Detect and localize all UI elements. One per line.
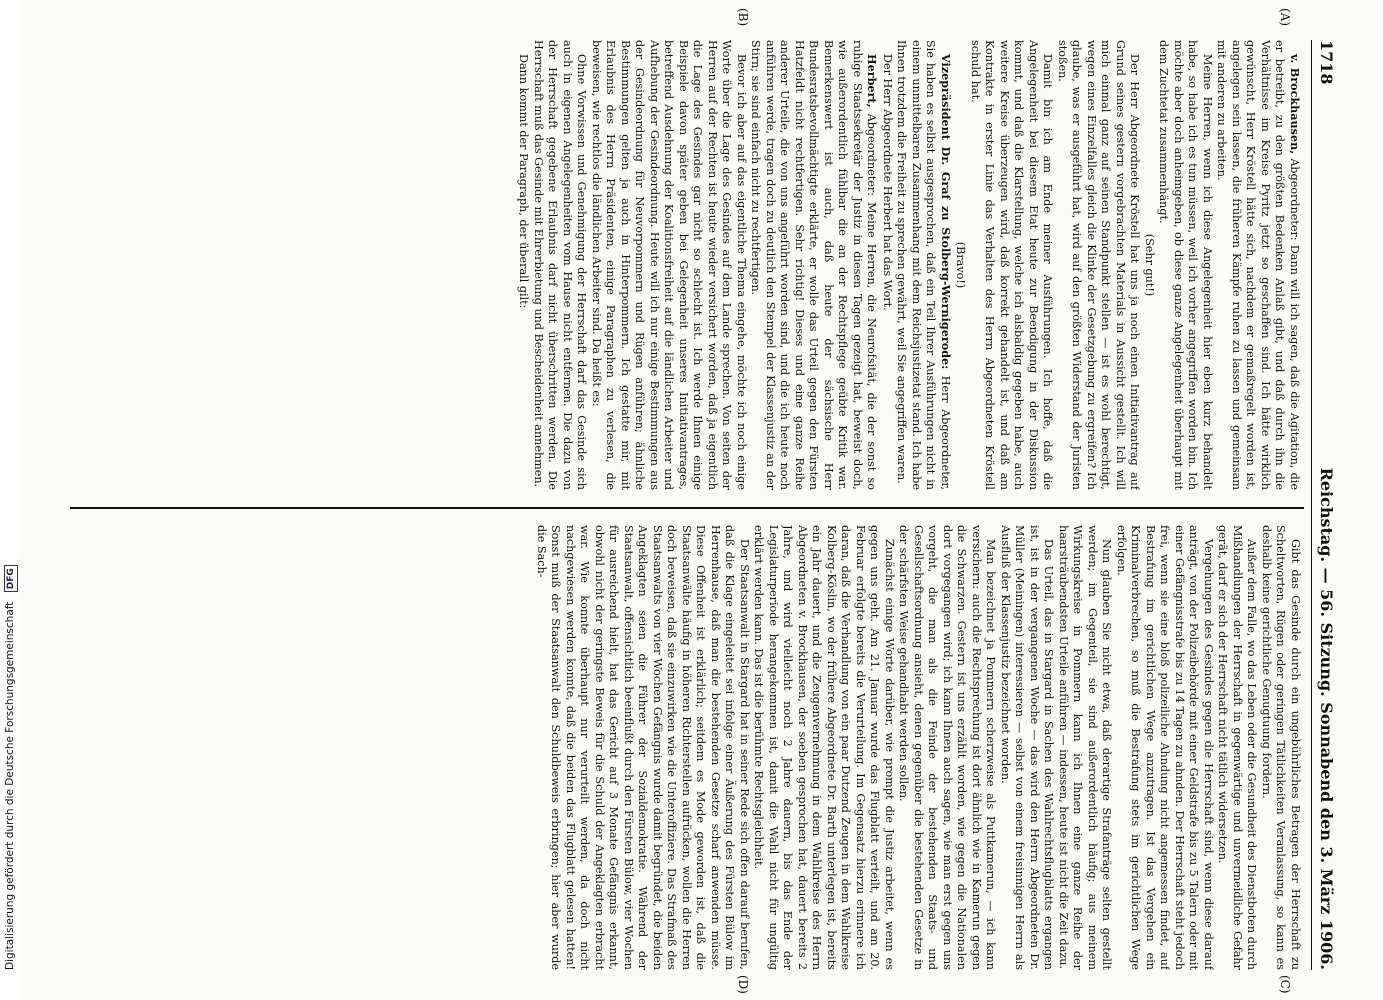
paragraph-text: Damit bin ich am Ende meiner Ausführungen. Ich hoffe, daß die Angelegenheit bei diesem Etat heute zur Beendigung in der Diskussion kommt, und daß die Klarstellung, welche ich alsbaldig gegeben habe, auch weitere Kreise überzeugen wird, daß korrekt gehandelt ist, und daß am Kontrakte in erster Linie das Verhalten des Herrn Abgeordneten Kröstell schuld hat. — [969, 40, 1055, 490]
paragraph — [1215, 525, 1259, 970]
margin-mark-a: (A) — [1278, 8, 1292, 27]
paragraph-text: Zunächst einige Worte darüber, wie prompt die Justiz arbeitet, wenn es gegen uns geht. Am 21. Januar wurde das Flugblatt verteilt, und am 20. Februar erfolgte bereits die Verurteilung. Im Gegensatz hierzu erinnere ich daran, daß die Verhandlung von ein paar Dutzend Zeugen in dem Wahlkreise Kolberg-Köslin, wo der frühere Abgeordnete Dr. Barth unterlegen ist, bereits ein Jahr dauert, und die Zeugenvernehmung in dem Wahlkreise des Herrn Abgeordneten v. Brockhausen, der soeben gesprochen hat, dauert bereits 2 Jahre, und wird vielleicht noch 2 Jahre dauern, bis das Ende der Legislaturperiode herangekommen ist, damit die Wahl nicht für ungültig erklärt werden kann. Das ist die berühmte Rechtsgleichheit. — [752, 525, 896, 970]
paragraph — [1214, 40, 1302, 490]
dfg-logo: DFG — [4, 565, 18, 592]
paragraph — [1156, 40, 1214, 490]
paragraph-text: Herr Abgeordneter, Sie haben es selbst ausgesprochen, daß ein Teil Ihrer Ausführungen nicht in einem unmittelbaren Zusammenhang mit dem Reichsjustizetat stand. Ich habe Ihnen trotzdem die Freiheit zu sprechen gewährt, weil Sie angegriffen waren. — [895, 40, 952, 490]
column-divider — [70, 507, 1304, 509]
margin-mark-b: (B) — [736, 8, 750, 27]
paragraph-text: Nun glauben Sie nicht etwa, daß derartige Strafanträge selten gestellt werden; im Gegenteil, sie sind außerordentlich häufig; aus meinem Wirkungskreise in Pommern kann ich Ihnen eine ganze Reihe der haarsträubendsten Urteile anführen — indessen, heute ist nicht die Zeit dazu. — [1057, 525, 1114, 970]
interjection: (Sehr gut!) — [1143, 233, 1156, 297]
paragraph-text: Der Staatsanwalt in Stargard hat in seiner Rede sich offen darauf berufen, daß die Klage eingeleitet sei infolge einer Äußerung des Fürsten Bülow im Herrenhause, daß man die bestehenden Gesetze scharf anwenden müsse. Diese Offenheit ist erklärlich; seitdem es Mode geworden ist, daß die Staatsanwälte häufig in höheren Richterstellen aufrücken, wollen die Herren doch beweisen, daß sie einzuwirken wie die Unteroffiziere. Das Strafmaß des Staatsanwalts von vier Wochen Gefängnis wurde damit begründet, die beiden Angeklagten seien die Führer der Sozialdemokratie. Während der Staatsanwalt, offensichtlich beeinflußt durch den Fürsten Bülow, vier Wochen für ausreichend hielt, hat das Gericht auf 3 Monate Gefängnis erkannt, obwohl nicht der geringste Beweis für die Schuld der Angeklagten erbracht war. Wie konnte überhaupt nur verurteilt werden, da doch nicht nachgewiesen werden konnte, daß die beiden das Flugblatt gelesen hatten! Sonst muß der Staatsanwalt den Schuldbeweis erbringen; hier aber wurde die Sach- — [535, 525, 751, 970]
speaker-name: v. Brockhausen, — [1288, 54, 1302, 155]
paragraph-text: Man bezeichnet ja Pommern scherzweise als Puttkamerun, — ich kann versichern: auch die Rechtsprechung ist dort ähnlich wie in Kamerun gegen die Schwarzen. Gestern ist uns erzählt worden, wie gegen die Nationalen dort vorgegangen wird; ich kann Ihnen auch sagen, wie man erst gegen uns vorgeht, die man als die Feinde der bestehenden Staats- und Gesellschaftsordnung ansieht, denen gegenüber die bestehenden Gesetze in der schärfsten Weise gehandhabt werden sollen. — [897, 525, 998, 970]
right-text-column — [80, 525, 1302, 970]
paragraph-text: Meine Herren, wenn ich diese Angelegenheit hier eben kurz behandelt habe, so habe ich es tun müssen, weil ich vorher angegriffen worden bin. Ich möchte aber doch anheimgeben, ob diese ganze Angelegenheit überhaupt mit dem Zuchtetat zusammenhängt. — [1157, 40, 1214, 490]
paragraph — [516, 40, 531, 490]
digitization-sidebar — [0, 0, 20, 1000]
paragraph — [589, 40, 749, 490]
speaker-name: Vizepräsident Dr. Graf zu Stolberg-Wernigerode: — [939, 54, 953, 370]
paragraph-text: Der Herr Abgeordnete Kröstell hat uns ja noch einen Initiativantrag auf Grund seines gestern vorgebrachten Materials in Aussicht gestellt. Ich will mich einmal ganz auf seinen Standpunkt stellen — ist es wohl berechtigt, wegen eines Einzelfalles gleich die Klinke der Gesetzgebung zu ergreifen? Ich glaube, was er ausgeführt hat, wird auf den größten Widerstand der Juristen stoßen. — [1056, 40, 1142, 490]
sidebar-credit — [0, 0, 20, 1000]
speaker-name: Herbert, — [865, 54, 880, 108]
paragraph — [1055, 40, 1142, 490]
scanned-page — [20, 0, 1383, 1000]
paragraph-text: Dann kommt der Paragraph, der überall gilt: — [517, 54, 531, 309]
paragraph — [998, 525, 1056, 970]
paragraph — [1056, 525, 1114, 970]
paragraph-text: Bevor ich aber auf das eigentliche Thema eingehe, möchte ich noch einige Worte über die Lage des Gesindes auf dem Lande sprechen. Von seiten der Herren auf der Rechten ist heute wieder versichert worden, daß ja eigentlich die Lage des Gesindes gar nicht so schlecht ist. Ich werde Ihnen einige Beispiele davon später geben bei Gelegenheit unseres Initiativantrages, betreffend Ausdehnung der Koalitionsfreiheit auf die ländlichen Arbeiter und Aufhebung der Gesindeordnung. Heute will ich nur einige Bestimmungen aus der Gesindeordnung für Neuvorpommern und Rügen anführen; ähnliche Bestimmungen gelten ja auch in Hinterpommern. Ich gestatte mir, mit Erlaubnis des Herrn Präsidenten, einige Paragraphen zu verlesen, die beweisen, wie rechtlos die ländlichen Arbeiter sind. Da heißt es: — [590, 40, 748, 490]
interjection: (Bravo!) — [954, 241, 968, 289]
paragraph-text: Das Urteil, das in Stargard in Sachen des Wahlrechtsflugblatts ergangen ist, ist in der vergangenen Woche — das wird den Herrn Abgeordneten Dr. Müller (Meiningen) interessieren — selbst von einem freisinnigen Herrn als Ausfluß der Klassenjustiz bezeichnet worden. — [999, 525, 1056, 970]
paragraph-text: Abgeordneter: Meine Herren, die Neurofsität, die der sonst so ruhige Staatssekretär der Justiz in diesen Tagen gezeigt hat, beweist doch, wie außerordentlich fühlbar die an der Rechtspflege geübte Kritik war. Bemerkenswert ist auch, daß heute der sächsische Herr Bundesratsbevollmächtigte erklärte, er wolle das Urteil gegen den Fürsten Hatzfeldt nicht rechtfertigen. Sehr richtig! Dieses und eine ganze Reihe anderer Urteile, die von uns angeführt worden sind, und die ich heute noch anführen werde, tragen doch zu deutlich den Stempel der Klassenjustiz an der Stirn; sie sind einfach nicht zu rechtfertigen. — [749, 40, 879, 490]
paragraph-text: Außer dem Falle, wo das Leben oder die Gesundheit des Dienstboten durch Mißhandlungen der Herrschaft in gegenwärtige und unvermeidliche Gefahr gerät, darf er sich der Herrschaft nicht tätlich widersetzen. — [1216, 525, 1259, 970]
paragraph — [531, 40, 589, 490]
margin-mark-c: (C) — [1278, 975, 1292, 994]
paragraph — [968, 40, 1055, 490]
paragraph — [1259, 525, 1303, 970]
margin-mark-d: (D) — [736, 975, 750, 994]
paragraph — [751, 525, 896, 970]
page-header — [1311, 40, 1342, 970]
paragraph — [894, 40, 953, 490]
paragraph-text: Gibt das Gesinde durch ein ungebührliches Betragen der Herrschaft zu Scheltworten, Rügen oder geringen Tätlichkeiten Veranlassung, so kann es deshalb keine gerichtliche Genugtuung fordern. — [1260, 525, 1302, 970]
paragraph-text: Abgeordneter: Dann will ich sagen, daß die Agitation, die er betreibt, zu den größten Bedenken Anlaß gibt, und daß durch ihn die Verhältnisse im Kreise Pyritz jetzt so geschaffen sind. Ich hätte wirklich gewünscht, Herr Kröstell hätte sich, nachdem er gemaßregelt worden ist, angelegen sein lassen, die früheren Kämpfe ruhen zu lassen und gemeinsam mit anderen zu arbeiten. — [1215, 40, 1301, 490]
paragraph — [1114, 525, 1216, 970]
paragraph-text: Ohne Vorwissen und Genehmigung der Herrschaft darf das Gesinde sich auch in eigenen Angelegenheiten vom Hause nicht entfernen. Die dazu von der Herrschaft gegebene Erlaubnis darf nicht überschritten werden. Die Herrschaft muß das Gesinde mit Ehrerbietung und Bescheidenheit annehmen. — [532, 40, 589, 490]
rotated-document-page — [50, 0, 1350, 1000]
paragraph — [896, 525, 998, 970]
paragraph — [534, 525, 752, 970]
paragraph — [1142, 40, 1157, 490]
paragraph — [748, 40, 880, 490]
paragraph — [953, 40, 968, 490]
left-text-column — [80, 40, 1302, 490]
paragraph-text: Vergehungen des Gesindes gegen die Herrschaft sind, wenn diese darauf anträgt, von der Polizeibehörde mit einer Geldstrafe bis zu 5 Talern oder mit einer Gefängnisstrafe bis zu 14 Tagen zu ahnden. Der Herrschaft steht jedoch frei, wenn sie eine bloß polizeiliche Ahndung nicht angemessen findet, auf Bestrafung im gerichtlichen Wege anzutragen. Ist das Vergehen ein Kriminalverbrechen, so muß die Bestrafung stets im gerichtlichen Wege erfolgen. — [1115, 525, 1215, 970]
running-title: Reichstag. — 56. Sitzung. Sonnabend den 3. März 1906. — [1317, 467, 1337, 970]
paragraph — [880, 40, 895, 490]
sidebar-credit-text: Digitalisierung gefördert durch die Deutsche Forschungsgemeinschaft — [4, 601, 16, 970]
paragraph-text: Der Herr Abgeordnete Herbert hat das Wort. — [881, 54, 894, 311]
page-number: 1718 — [1317, 40, 1337, 85]
